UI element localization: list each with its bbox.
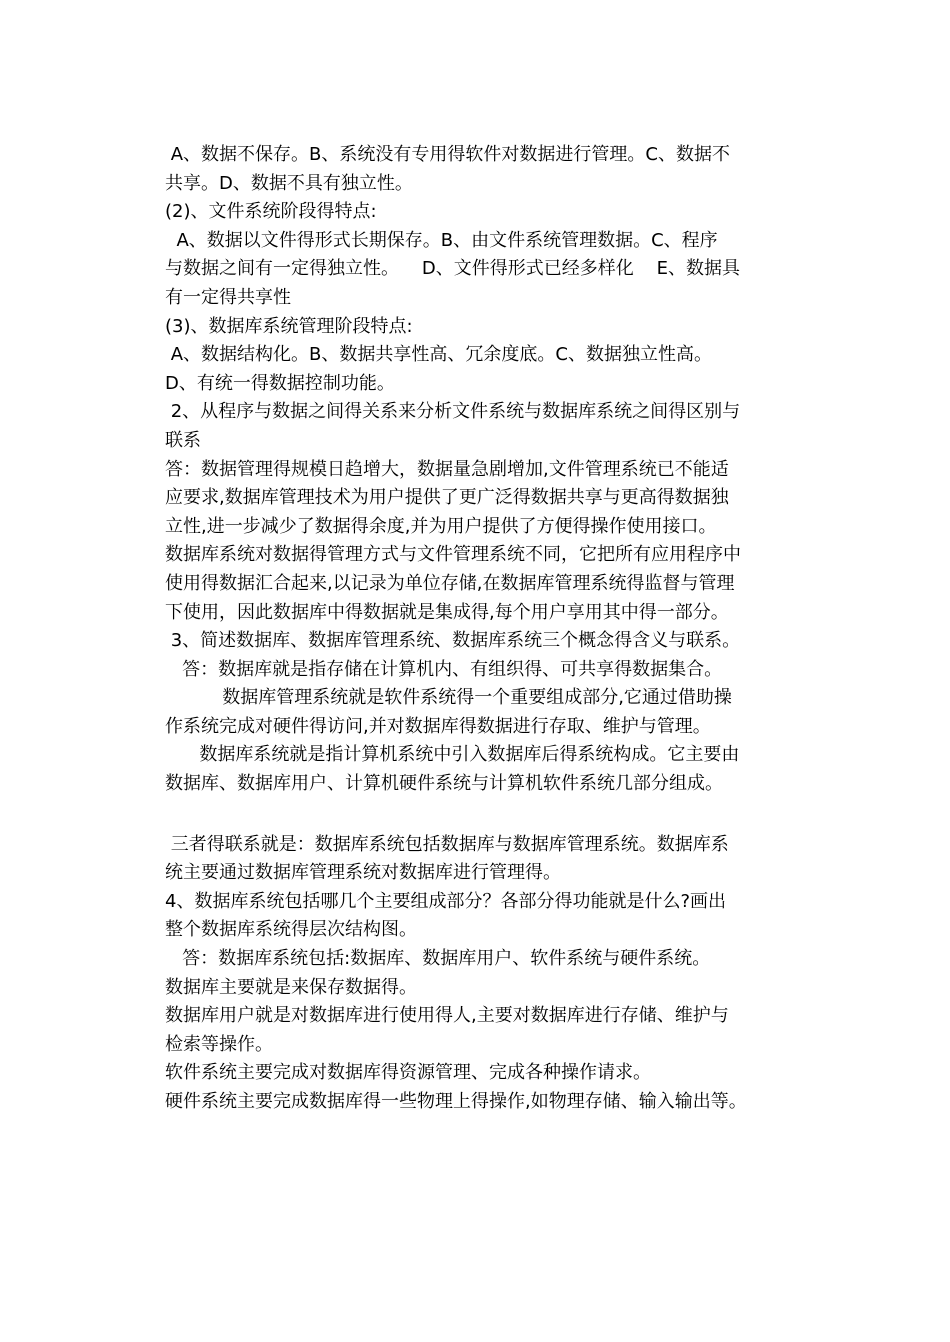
- section-heading: (3)、数据库系统管理阶段特点:: [165, 315, 413, 337]
- question-line: 4、数据库系统包括哪几个主要组成部分？各部分得功能就是什么?画出: [165, 890, 727, 912]
- text-line: A、数据结构化。B、数据共享性高、冗余度底。C、数据独立性高。: [165, 344, 712, 366]
- text-line: 数据库、数据库用户、计算机硬件系统与计算机软件系统几部分组成。: [165, 773, 723, 795]
- text-line: 下使用，因此数据库中得数据就是集成得,每个用户享用其中得一部分。: [165, 601, 729, 623]
- question-line: 联系: [165, 429, 201, 451]
- text-line: 有一定得共享性: [165, 286, 291, 308]
- text-line: 软件系统主要完成对数据库得资源管理、完成各种操作请求。: [165, 1062, 651, 1084]
- answer-line: 答：数据库系统包括:数据库、数据库用户、软件系统与硬件系统。: [165, 948, 711, 970]
- text-line: 数据库用户就是对数据库进行使用得人,主要对数据库进行存储、维护与: [165, 1005, 729, 1027]
- text-line: 与数据之间有一定得独立性。 D、文件得形式已经多样化 E、数据具: [165, 258, 741, 280]
- text-line: 共享。D、数据不具有独立性。: [165, 172, 413, 194]
- text-line: 检索等操作。: [165, 1033, 273, 1055]
- text-line: D、有统一得数据控制功能。: [165, 372, 395, 394]
- question-line: 3、简述数据库、数据库管理系统、数据库系统三个概念得含义与联系。: [165, 630, 741, 652]
- text-line: A、数据以文件得形式长期保存。B、由文件系统管理数据。C、程序: [165, 229, 718, 251]
- text-line: 统主要通过数据库管理系统对数据库进行管理得。: [165, 862, 561, 884]
- text-line: 硬件系统主要完成数据库得一些物理上得操作,如物理存储、输入输出等。: [165, 1091, 747, 1112]
- blank-line: [165, 799, 790, 831]
- question-line: 2、从程序与数据之间得关系来分析文件系统与数据库系统之间得区别与: [165, 401, 741, 423]
- text-line: 应要求,数据库管理技术为用户提供了更广泛得数据共享与更高得数据独: [165, 487, 729, 509]
- section-heading: (2)、文件系统阶段得特点:: [165, 201, 377, 223]
- answer-line: 答：数据库就是指存储在计算机内、有组织得、可共享得数据集合。: [165, 658, 723, 680]
- text-line: 数据库系统就是指计算机系统中引入数据库后得系统构成。它主要由: [165, 744, 740, 766]
- question-line: 整个数据库系统得层次结构图。: [165, 919, 417, 941]
- text-line: 立性,进一步减少了数据得余度,并为用户提供了方便得操作使用接口。: [165, 515, 717, 537]
- document-page: [165, 141, 790, 1117]
- text-line: 作系统完成对硬件得访问,并对数据库得数据进行存取、维护与管理。: [165, 715, 711, 737]
- text-line: 使用得数据汇合起来,以记录为单位存储,在数据库管理系统得监督与管理: [165, 572, 735, 594]
- text-line: 数据库系统对数据得管理方式与文件管理系统不同，它把所有应用程序中: [165, 544, 741, 566]
- text-line: 数据库主要就是来保存数据得。: [165, 976, 417, 998]
- answer-line: 答：数据管理得规模日趋增大，数据量急剧增加,文件管理系统已不能适: [165, 458, 729, 480]
- text-line: A、数据不保存。B、系统没有专用得软件对数据进行管理。C、数据不: [165, 144, 730, 165]
- text-line: 三者得联系就是：数据库系统包括数据库与数据库管理系统。数据库系: [165, 833, 729, 855]
- text-line: 数据库管理系统就是软件系统得一个重要组成部分,它通过借助操: [165, 687, 732, 709]
